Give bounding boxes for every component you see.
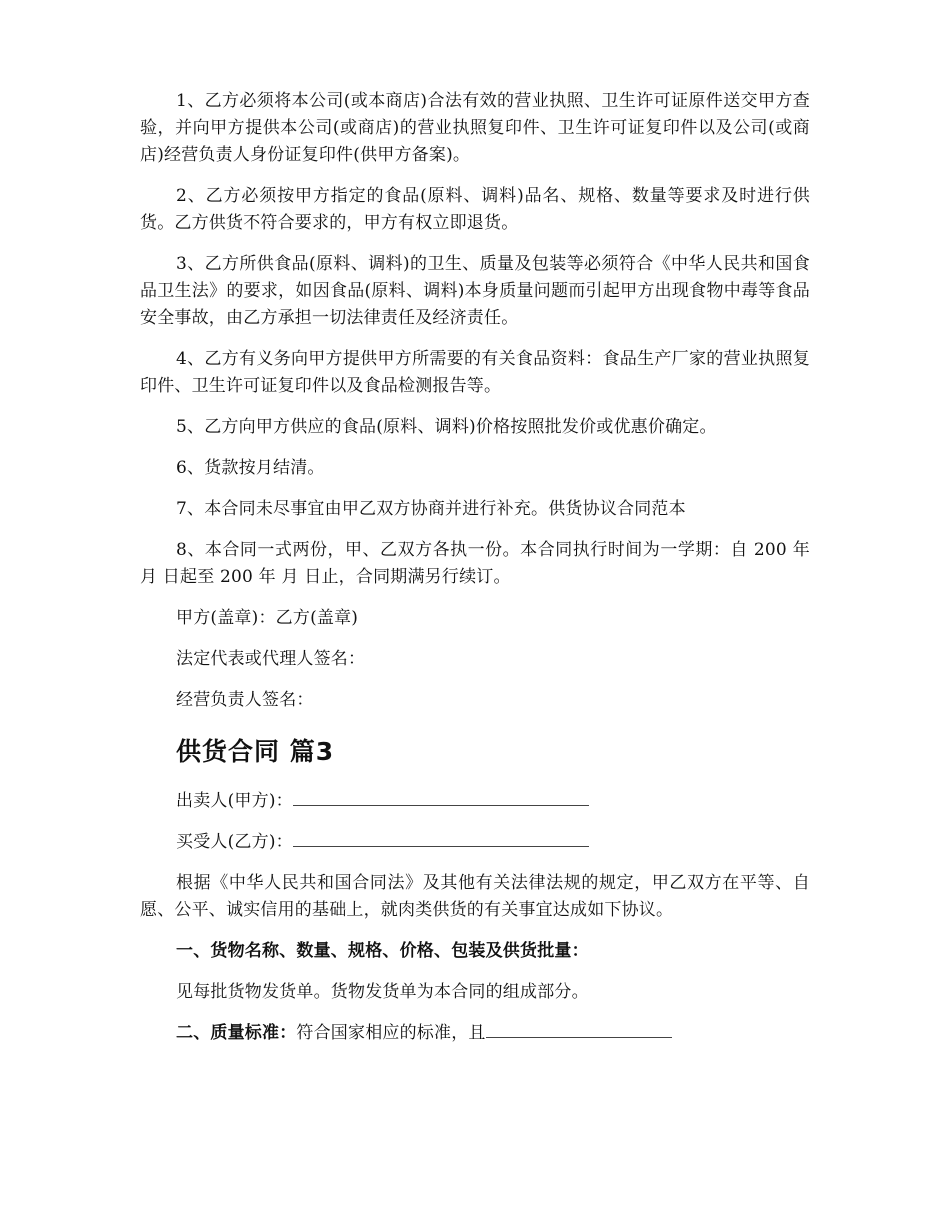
seller-label: 出卖人(甲方)： xyxy=(176,791,293,811)
item2-blank xyxy=(486,1021,672,1038)
item1-heading-line xyxy=(140,938,810,965)
item2-text: 符合国家相应的标准，且 xyxy=(296,1023,486,1043)
buyer-line xyxy=(140,829,810,856)
clause-2: 2、乙方必须按甲方指定的食品(原料、调料)品名、规格、数量等要求及时进行供货。乙方供货不符合要求的，甲方有权立即退货。 xyxy=(140,186,810,233)
clause-4: 4、乙方有义务向甲方提供甲方所需要的有关食品资料：食品生产厂家的营业执照复印件、卫生许可证复印件以及食品检测报告等。 xyxy=(140,349,810,396)
clause-6: 6、货款按月结清。 xyxy=(176,458,325,478)
clause-3: 3、乙方所供食品(原料、调料)的卫生、质量及包装等必须符合《中华人民共和国食品卫生法》的要求，如因食品(原料、调料)本身质量问题而引起甲方出现食物中毒等食品安全事故，由乙方承担一切法律责任及经济责任。 xyxy=(140,254,810,328)
item1-heading: 一、货物名称、数量、规格、价格、包装及供货批量： xyxy=(176,941,589,961)
party-seal-line: 甲方(盖章)：乙方(盖章) xyxy=(176,608,359,628)
item2-line xyxy=(140,1020,810,1047)
buyer-blank xyxy=(293,830,589,847)
document-page xyxy=(140,88,810,1061)
item2-heading: 二、质量标准： xyxy=(176,1023,297,1043)
buyer-label: 买受人(乙方)： xyxy=(176,832,293,852)
item1-text: 见每批货物发货单。货物发货单为本合同的组成部分。 xyxy=(176,982,589,1002)
manager-signature-line: 经营负责人签名： xyxy=(176,690,314,710)
legal-rep-signature-line: 法定代表或代理人签名： xyxy=(176,649,366,669)
seller-blank xyxy=(293,789,589,806)
clause-8: 8、本合同一式两份，甲、乙双方各执一份。本合同执行时间为一学期：自 200 年 月 日起至 200 年 月 日止，合同期满另行续订。 xyxy=(140,540,810,587)
clause-7: 7、本合同未尽事宜由甲乙双方协商并进行补充。供货协议合同范本 xyxy=(176,499,686,519)
clause-5: 5、乙方向甲方供应的食品(原料、调料)价格按照批发价或优惠价确定。 xyxy=(176,417,717,437)
section-title: 供货合同 篇3 xyxy=(176,737,335,766)
seller-line xyxy=(140,788,810,815)
clause-1: 1、乙方必须将本公司(或本商店)合法有效的营业执照、卫生许可证原件送交甲方查验，并向甲方提供本公司(或商店)的营业执照复印件、卫生许可证复印件以及公司(或商店)经营负责人身份证复印件(供甲方备案)。 xyxy=(140,91,810,165)
intro-paragraph: 根据《中华人民共和国合同法》及其他有关法律法规的规定，甲乙双方在平等、自愿、公平、诚实信用的基础上，就肉类供货的有关事宜达成如下协议。 xyxy=(140,873,810,920)
